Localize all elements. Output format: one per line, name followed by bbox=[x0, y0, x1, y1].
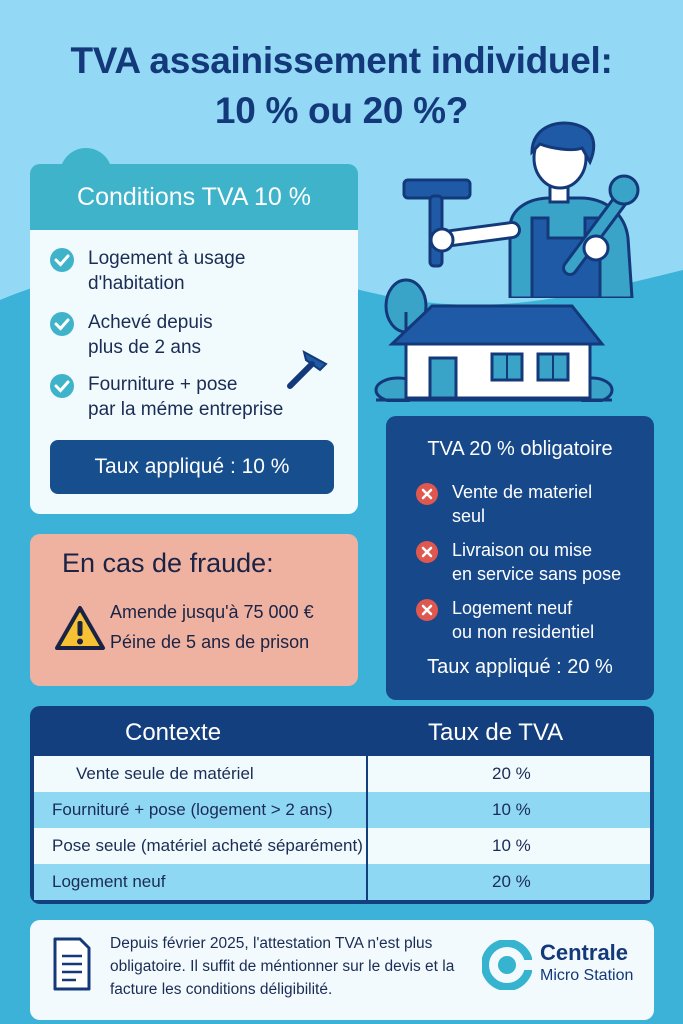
tva-20-line-1: Livraison ou mise bbox=[452, 540, 593, 560]
table-row bbox=[34, 828, 650, 864]
check-icon bbox=[50, 248, 74, 272]
check-icon bbox=[50, 312, 74, 336]
row-rate: 20 % bbox=[492, 764, 531, 783]
tva-table bbox=[30, 706, 654, 904]
conditions-10-card bbox=[30, 160, 358, 514]
brand-logo-icon bbox=[482, 940, 532, 990]
condition-line-1: Achevé depuis bbox=[88, 312, 213, 333]
rate-10-badge: Taux appliqué : 10 % bbox=[50, 440, 334, 494]
worker-illustration bbox=[400, 118, 650, 298]
cross-icon bbox=[416, 599, 438, 621]
house-illustration bbox=[372, 272, 616, 402]
footer-note-card bbox=[30, 920, 654, 1020]
fraud-prison: Péine de 5 ans de prison bbox=[110, 632, 310, 652]
warning-icon bbox=[54, 604, 106, 652]
tva-20-line-1: Logement neuf bbox=[452, 598, 573, 618]
row-rate: 10 % bbox=[492, 800, 531, 819]
row-context: Fournituré + pose (logement > 2 ans) bbox=[52, 800, 333, 819]
tva-20-title: TVA 20 % obligatoire bbox=[427, 438, 613, 460]
fraud-fine: Amende jusqu'à 75 000 € bbox=[110, 602, 314, 622]
tva-20-line-2: en service sans pose bbox=[452, 564, 622, 584]
conditions-10-title: Conditions TVA 10 % bbox=[30, 164, 358, 230]
condition-line-2: plus de 2 ans bbox=[88, 337, 202, 358]
cross-icon bbox=[416, 483, 438, 505]
rate-20-label: Taux appliqué : 20 % bbox=[427, 656, 613, 678]
tva-20-line-1: Vente de materiel bbox=[452, 482, 593, 502]
condition-line-1: Fourniture + pose bbox=[88, 374, 238, 395]
table-row bbox=[34, 792, 650, 828]
hammer-icon bbox=[404, 180, 470, 266]
table-row bbox=[34, 756, 650, 792]
check-icon bbox=[50, 374, 74, 398]
brand-name: Centrale bbox=[540, 940, 629, 965]
row-rate: 20 % bbox=[492, 872, 531, 891]
title-line-2: 10 % ou 20 %? bbox=[214, 90, 469, 131]
condition-line-2: d'habitation bbox=[88, 273, 185, 294]
tva-20-item bbox=[416, 596, 652, 644]
tva-20-line-2: seul bbox=[452, 506, 486, 526]
conditions-10-body bbox=[30, 230, 358, 514]
condition-line-1: Logement à usage bbox=[88, 248, 246, 269]
table-header bbox=[30, 706, 654, 756]
row-rate: 10 % bbox=[492, 836, 531, 855]
tva-20-item bbox=[416, 480, 652, 528]
tva-20-card bbox=[386, 416, 654, 700]
row-context: Pose seule (matériel acheté séparément) bbox=[52, 836, 363, 855]
header-context: Contexte bbox=[125, 719, 222, 746]
footer-note-text: Depuis février 2025, l'attestation TVA n'est plus obligatoire. Il suffit de méntionner sur le devis et la facture les conditions déligibilité. bbox=[110, 935, 455, 998]
title-line-1: TVA assainissement individuel: bbox=[70, 40, 613, 81]
fraud-card bbox=[30, 534, 358, 686]
header-rate: Taux de TVA bbox=[428, 719, 564, 746]
condition-item bbox=[50, 246, 340, 296]
fraud-title: En cas de fraude: bbox=[62, 548, 274, 578]
brand-subtitle: Micro Station bbox=[540, 967, 634, 984]
table-row bbox=[34, 864, 650, 900]
row-context: Vente seule de matériel bbox=[76, 764, 254, 783]
condition-line-2: par la méme entreprise bbox=[88, 399, 284, 420]
cross-icon bbox=[416, 541, 438, 563]
document-icon bbox=[52, 936, 92, 992]
table-divider bbox=[366, 756, 368, 900]
tva-20-item bbox=[416, 538, 652, 586]
pickaxe-icon bbox=[284, 346, 332, 390]
row-context: Logement neuf bbox=[52, 872, 166, 891]
tva-20-line-2: ou non residentiel bbox=[452, 622, 595, 642]
